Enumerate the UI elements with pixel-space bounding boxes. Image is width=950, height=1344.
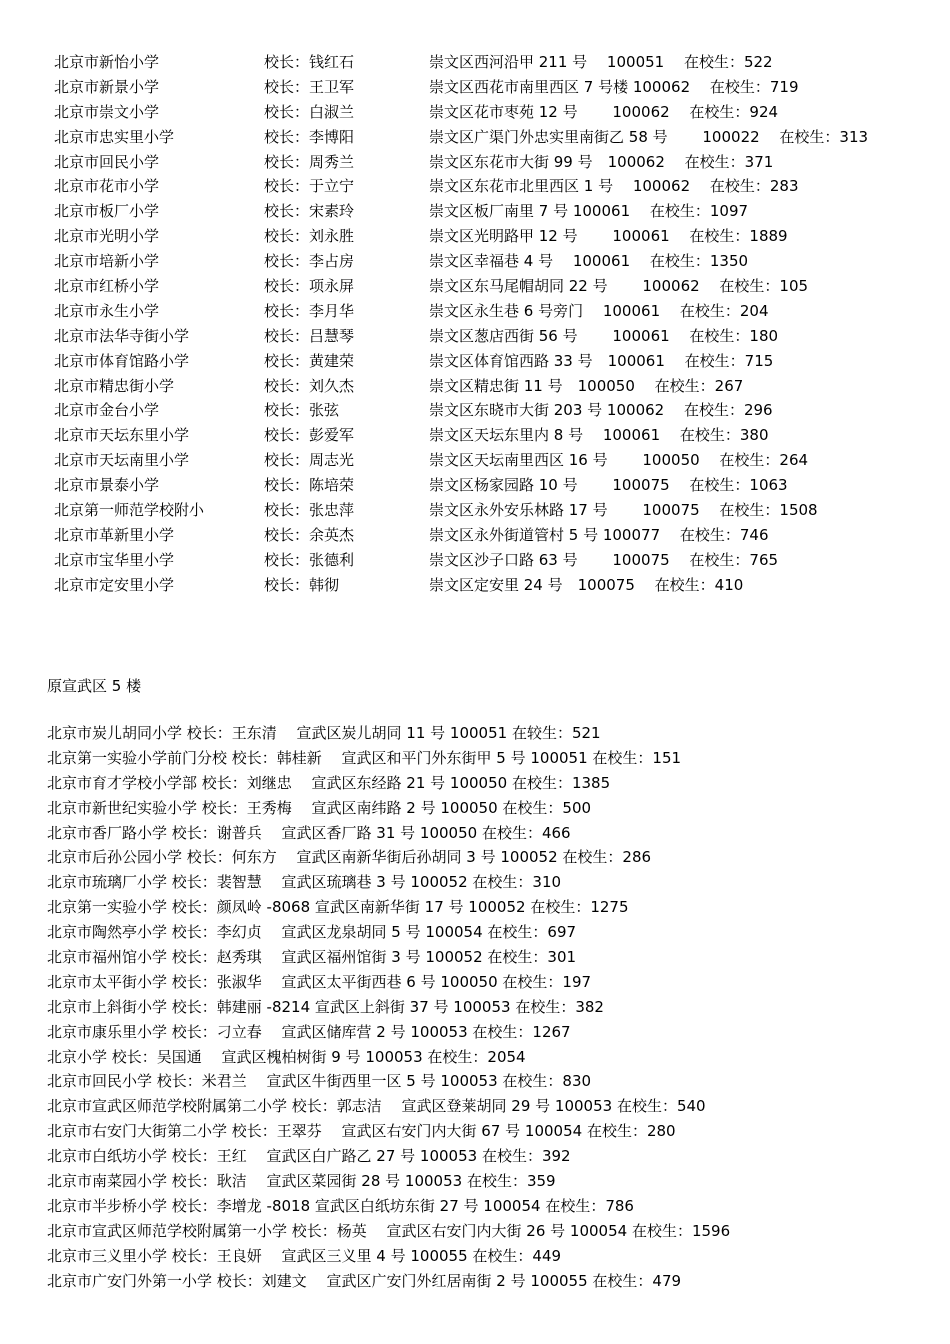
principal: 校长：黄建荣: [264, 351, 355, 370]
list-item: 北京市白纸坊小学 校长：王红 宣武区白广路乙 27 号 100053 在校生：392: [47, 1147, 571, 1166]
principal: 校长：刘永胜: [264, 227, 355, 246]
list-item: 北京市康乐里小学 校长：刁立春 宣武区储库营 2 号 100053 在校生：1267: [47, 1022, 571, 1041]
school-name: 北京市板厂小学: [54, 202, 160, 221]
school-name: 北京市法华寺街小学: [54, 326, 190, 345]
list-item: 北京第一实验小学前门分校 校长：韩桂新 宣武区和平门外东街甲 5 号 100051 在校生：151: [47, 748, 682, 767]
principal: 校长：李月华: [264, 301, 355, 320]
address-info: 崇文区天坛南里西区 16 号 100050 在校生：264: [429, 451, 809, 470]
principal: 校长：张忠萍: [264, 501, 355, 520]
address-info: 崇文区西河沿甲 211 号 100051 在校生：522: [429, 53, 773, 71]
list-item: 北京市右安门大街第二小学 校长：王翠芬 宣武区右安门内大街 67 号 100054 在校生：280: [47, 1122, 676, 1141]
address-info: 崇文区东马尾帽胡同 22 号 100062 在校生：105: [429, 277, 809, 296]
address-info: 崇文区永外街道管村 5 号 100077 在校生：746: [429, 525, 769, 544]
principal: 校长：于立宁: [264, 177, 355, 196]
school-name: 北京市宝华里小学: [54, 550, 175, 569]
list-item: 北京市新世纪实验小学 校长：王秀梅 宣武区南纬路 2 号 100050 在校生：500: [47, 798, 592, 817]
school-name: 北京市花市小学: [54, 177, 160, 196]
list-item: 北京市上斜街小学 校长：韩建丽 -8214 宣武区上斜街 37 号 100053 在校生：382: [47, 997, 604, 1016]
principal: 校长：王卫军: [264, 77, 355, 96]
list-item: 北京市炭儿胡同小学 校长：王东清 宣武区炭儿胡同 11 号 100051 在较生：521: [47, 724, 601, 742]
list-item: 北京市琉璃厂小学 校长：裴智慧 宣武区琉璃巷 3 号 100052 在校生：310: [47, 873, 562, 892]
address-info: 崇文区板厂南里 7 号 100061 在校生：1097: [429, 202, 749, 221]
school-name: 北京市体育馆路小学: [54, 351, 190, 370]
list-item: 北京市育才学校小学部 校长：刘继忠 宣武区东经路 21 号 100050 在校生：1385: [47, 773, 611, 792]
list-item: 北京市南菜园小学 校长：耿洁 宣武区菜园街 28 号 100053 在校生：359: [47, 1172, 556, 1191]
address-info: 崇文区花市枣苑 12 号 100062 在校生：924: [429, 102, 779, 121]
school-name: 北京市崇文小学: [54, 102, 160, 121]
principal: 校长：吕慧琴: [264, 326, 355, 345]
section-title: 原宣武区 5 楼: [47, 677, 142, 695]
address-info: 崇文区东花市北里西区 1 号 100062 在校生：283: [429, 177, 799, 196]
address-info: 崇文区沙子口路 63 号 100075 在校生：765: [429, 550, 779, 569]
principal: 校长：韩彻: [264, 575, 340, 594]
address-info: 崇文区东花市大街 99 号 100062 在校生：371: [429, 152, 774, 171]
school-name: 北京市红桥小学: [54, 277, 160, 296]
principal: 校长：余英杰: [264, 525, 355, 544]
list-item: 北京市三义里小学 校长：王良妍 宣武区三义里 4 号 100055 在校生：449: [47, 1246, 562, 1265]
school-name: 北京第一师范学校附小: [54, 501, 205, 520]
list-item: 北京市回民小学 校长：米君兰 宣武区牛街西里一区 5 号 100053 在校生：830: [47, 1072, 592, 1091]
list-item: 北京小学 校长：吴国通 宣武区槐柏树街 9 号 100053 在校生：2054: [47, 1047, 526, 1066]
address-info: 崇文区东晓市大街 203 号 100062 在校生：296: [429, 401, 773, 420]
school-name: 北京市精忠街小学: [54, 376, 175, 395]
address-info: 崇文区杨家园路 10 号 100075 在校生：1063: [429, 476, 788, 495]
school-name: 北京市定安里小学: [54, 575, 175, 594]
list-item: 北京市太平街小学 校长：张淑华 宣武区太平街西巷 6 号 100050 在校生：197: [47, 972, 592, 991]
address-info: 崇文区葱店西街 56 号 100061 在校生：180: [429, 326, 779, 345]
list-item: 北京第一实验小学 校长：颜凤岭 -8068 宣武区南新华街 17 号 100052 在校生：1275: [47, 898, 629, 917]
address-info: 崇文区定安里 24 号 100075 在校生：410: [429, 575, 744, 594]
address-info: 崇文区永生巷 6 号旁门 100061 在校生：204: [429, 301, 769, 320]
school-name: 北京市金台小学: [54, 401, 160, 420]
school-name: 北京市光明小学: [54, 227, 160, 246]
school-name: 北京市新景小学: [54, 77, 160, 96]
principal: 校长：白淑兰: [264, 102, 355, 121]
list-item: 北京市宣武区师范学校附属第一小学 校长：杨英 宣武区右安门内大街 26 号 100054 在校生：1596: [47, 1221, 731, 1240]
list-item: 北京市宣武区师范学校附属第二小学 校长：郭志洁 宣武区登莱胡同 29 号 100053 在校生：540: [47, 1097, 706, 1116]
school-name: 北京市永生小学: [54, 301, 160, 320]
school-name: 北京市天坛东里小学: [54, 426, 190, 445]
school-name: 北京市革新里小学: [54, 525, 175, 544]
principal: 校长：宋素玲: [264, 202, 355, 221]
principal: 校长：彭爱军: [264, 426, 355, 445]
list-item: 北京市半步桥小学 校长：李增龙 -8018 宣武区白纸坊东街 27 号 100054 在校生：786: [47, 1196, 634, 1215]
principal: 校长：张德利: [264, 550, 355, 569]
principal: 校长：周秀兰: [264, 152, 355, 171]
address-info: 崇文区体育馆西路 33 号 100061 在校生：715: [429, 351, 774, 370]
school-name: 北京市新怡小学: [54, 53, 160, 71]
list-item: 北京市福州馆小学 校长：赵秀琪 宣武区福州馆街 3 号 100052 在校生：301: [47, 948, 577, 967]
principal: 校长：李博阳: [264, 127, 355, 146]
list-item: 北京市香厂路小学 校长：谢普兵 宣武区香厂路 31 号 100050 在校生：466: [47, 823, 571, 842]
principal: 校长：周志光: [264, 451, 355, 470]
address-info: 崇文区西花市南里西区 7 号楼 100062 在校生：719: [429, 77, 799, 96]
principal: 校长：项永屏: [264, 277, 355, 296]
list-item: 北京市广安门外第一小学 校长：刘建文 宣武区广安门外红居南街 2 号 100055 在校生：479: [47, 1271, 682, 1290]
list-item: 北京市陶然亭小学 校长：李幻贞 宣武区龙泉胡同 5 号 100054 在校生：697: [47, 923, 577, 942]
school-name: 北京市忠实里小学: [54, 127, 175, 146]
address-info: 崇文区精忠街 11 号 100050 在校生：267: [429, 376, 744, 395]
xuanwu-school-list: [47, 721, 730, 1293]
school-name: 北京市景泰小学: [54, 476, 160, 495]
principal: 校长：刘久杰: [264, 376, 355, 395]
school-name: 北京市天坛南里小学: [54, 451, 190, 470]
school-name: 北京市培新小学: [54, 252, 160, 271]
principal: 校长：陈培荣: [264, 476, 355, 495]
address-info: 崇文区光明路甲 12 号 100061 在校生：1889: [429, 227, 788, 246]
address-info: 崇文区广渠门外忠实里南街乙 58 号 100022 在校生：313: [429, 127, 869, 146]
principal: 校长：张弦: [264, 401, 340, 420]
list-item: 北京市后孙公园小学 校长：何东方 宣武区南新华街后孙胡同 3 号 100052 在校生：286: [47, 848, 652, 867]
principal: 校长：李占房: [264, 252, 355, 271]
address-info: 崇文区幸福巷 4 号 100061 在校生：1350: [429, 252, 749, 271]
address-info: 崇文区永外安乐林路 17 号 100075 在校生：1508: [429, 501, 818, 520]
principal: 校长：钱红石: [264, 53, 355, 71]
address-info: 崇文区天坛东里内 8 号 100061 在校生：380: [429, 426, 769, 445]
school-name: 北京市回民小学: [54, 152, 160, 171]
